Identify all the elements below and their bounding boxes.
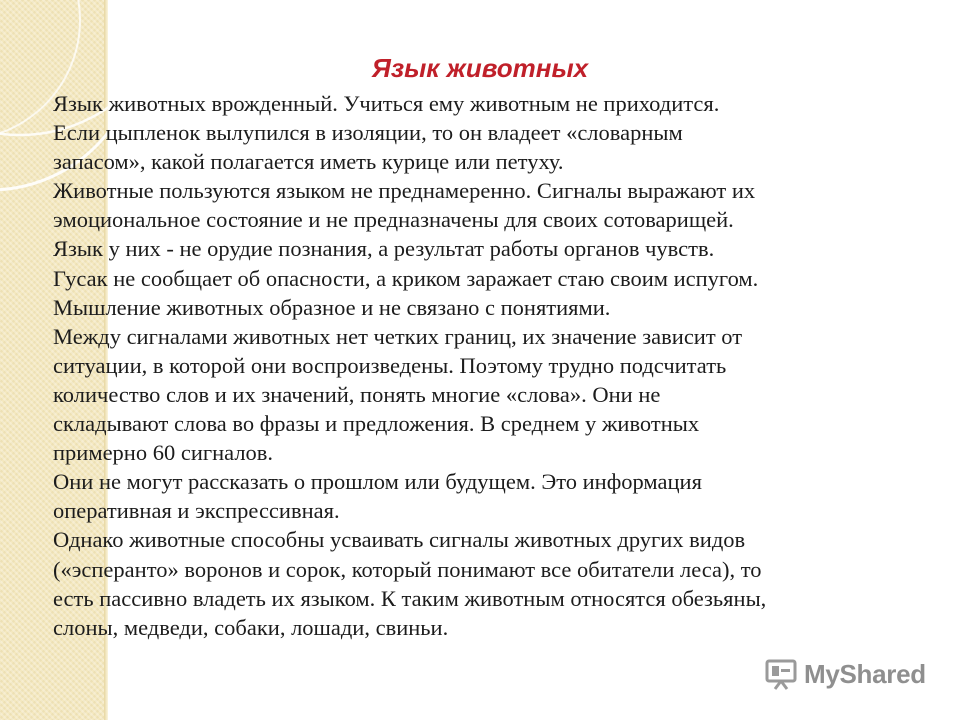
myshared-watermark — [764, 654, 926, 694]
text-line: Они не могут рассказать о прошлом или будущем. Это информация — [53, 469, 702, 495]
text-line: Однако животные способны усваивать сигналы животных других видов — [53, 527, 746, 553]
text-line: складывают слова во фразы и предложения. В среднем у животных — [53, 411, 700, 437]
text-line: примерно 60 сигналов. — [53, 440, 274, 466]
text-line: эмоциональное состояние и не предназначены для своих сотоварищей. — [53, 207, 734, 233]
text-line: есть пассивно владеть их языком. К таким животным относятся обезьяны, — [53, 585, 767, 611]
presentation-board-icon — [764, 657, 798, 691]
text-line: количество слов и их значений, понять многие «слова». Они не — [53, 381, 661, 407]
watermark-text: MyShared — [804, 658, 926, 689]
text-line: Если цыпленок вылупился в изоляции, то он владеет «словарным — [53, 120, 683, 146]
text-line: Язык животных врожденный. Учиться ему животным не приходится. — [53, 91, 720, 116]
text-line: Между сигналами животных нет четких границ, их значение зависит от — [53, 323, 743, 349]
text-line: Мышление животных образное и не связано с понятиями. — [53, 294, 611, 320]
text-line: Язык у них - не орудие познания, а результат работы органов чувств. — [53, 236, 715, 262]
text-line: оперативная и экспрессивная. — [53, 498, 340, 524]
text-line: Животные пользуются языком не преднамеренно. Сигналы выражают их — [53, 178, 756, 204]
text-line: Гусак не сообщает об опасности, а криком заражает стаю своим испугом. — [53, 265, 759, 291]
text-line: слоны, медведи, собаки, лошади, свиньи. — [53, 614, 449, 640]
text-line: запасом», какой полагается иметь курице или петуху. — [53, 149, 564, 175]
slide-body-text — [53, 89, 933, 642]
slide-title: Язык животных — [371, 53, 589, 83]
text-line: ситуации, в которой они воспроизведены. Поэтому трудно подсчитать — [53, 352, 727, 378]
text-line: («эсперанто» воронов и сорок, который понимают все обитатели леса), то — [53, 556, 762, 582]
